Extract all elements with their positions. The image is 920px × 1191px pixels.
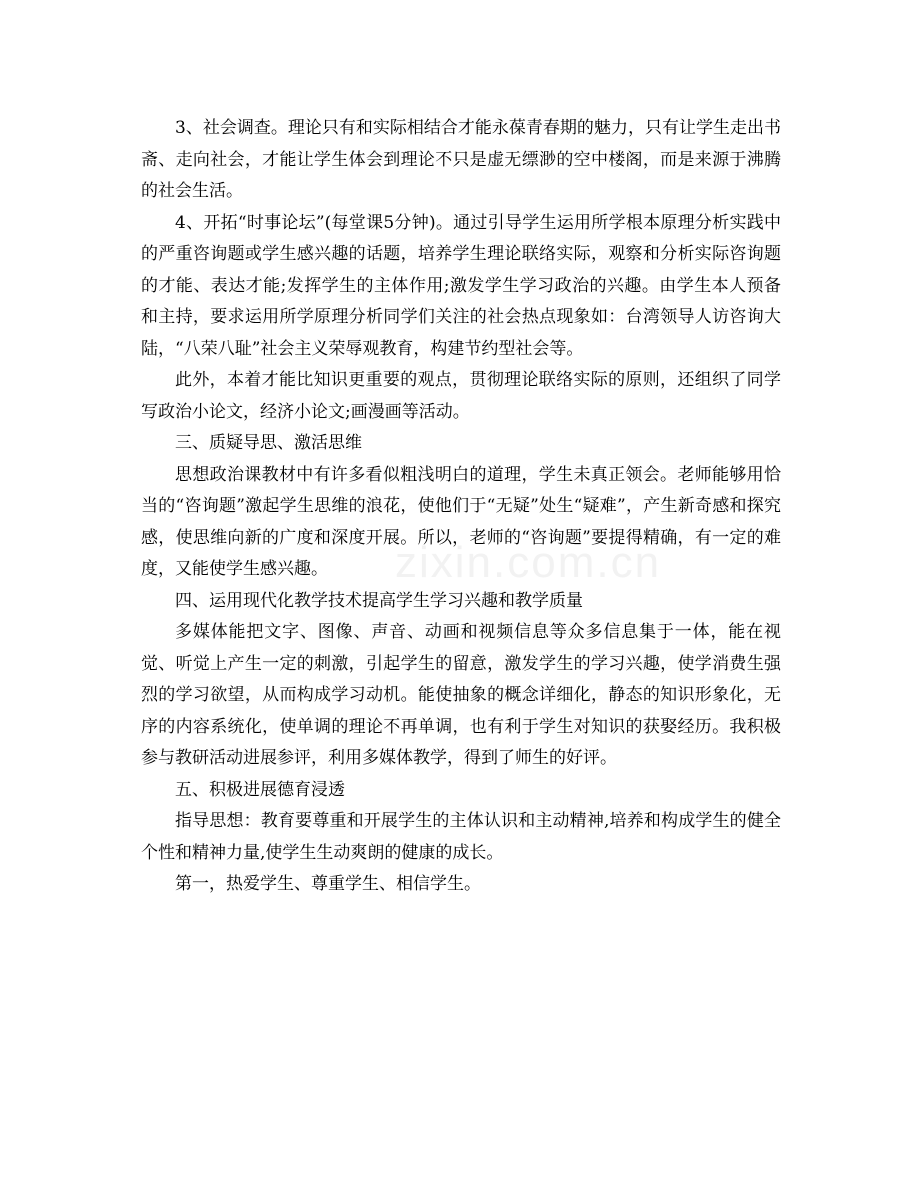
paragraph-questioning: 思想政治课教材中有许多看似粗浅明白的道理，学生未真正领会。老师能够用恰当的“咨询题”激起学生思维的浪花，使他们于“无疑”处生“疑难”，产生新奇感和探究感，使思维向新的广度和深度开展。所以，老师的“咨询题”要提得精确，有一定的难度，又能使学生感兴趣。 bbox=[141, 464, 781, 579]
paragraph-first-point: 第一，热爱学生、尊重学生、相信学生。 bbox=[175, 874, 481, 894]
document-body bbox=[141, 113, 781, 901]
section-heading-questioning: 三、质疑导思、激活思维 bbox=[175, 433, 362, 453]
section-heading-modern-technology: 四、运用现代化教学技术提高学生学习兴趣和教学质量 bbox=[175, 590, 583, 611]
paragraph-social-survey: 3、社会调查。理论只有和实际相结合才能永葆青春期的魅力，只有让学生走出书斋、走向社会，才能让学生体会到理论不只是虚无缥渺的空中楼阁，而是来源于沸腾的社会生活。 bbox=[141, 118, 781, 201]
paragraph-additional-activities: 此外，本着才能比知识更重要的观点，贯彻理论联络实际的原则，还组织了同学写政治小论文，经济小论文;画漫画等活动。 bbox=[141, 370, 781, 422]
paragraph-guiding-thought: 指导思想：教育要尊重和开展学生的主体认识和主动精神,培养和构成学生的健全个性和精神力量,使学生生动爽朗的健康的成长。 bbox=[141, 811, 781, 863]
section-heading-moral-education: 五、积极进展德育浸透 bbox=[175, 779, 345, 800]
watermark: zixin.com.cn bbox=[395, 538, 662, 587]
paragraph-multimedia: 多媒体能把文字、图像、声音、动画和视频信息等众多信息集于一体，能在视觉、听觉上产生一定的刺激，引起学生的留意，激发学生的学习兴趣，使学消费生强烈的学习欲望，从而构成学习动机。能使抽象的概念详细化，静态的知识形象化，无序的内容系统化，使单调的理论不再单调，也有利于学生对知识的获娶经历。我积极参与教研活动进展参评，利用多媒体教学，得到了师生的好评。 bbox=[141, 622, 781, 768]
paragraph-current-affairs-forum: 4、开拓“时事论坛”(每堂课5分钟)。通过引导学生运用所学根本原理分析实践中的严重咨询题或学生感兴趣的话题，培养学生理论联络实际，观察和分析实际咨询题的才能、表达才能;发挥学生的主体作用;激发学生学习政治的兴趣。由学生本人预备和主持，要求运用所学原理分析同学们关注的社会热点现象如：台湾领导人访咨询大陆，“八荣八耻”社会主义荣辱观教育，构建节约型社会等。 bbox=[141, 212, 781, 359]
